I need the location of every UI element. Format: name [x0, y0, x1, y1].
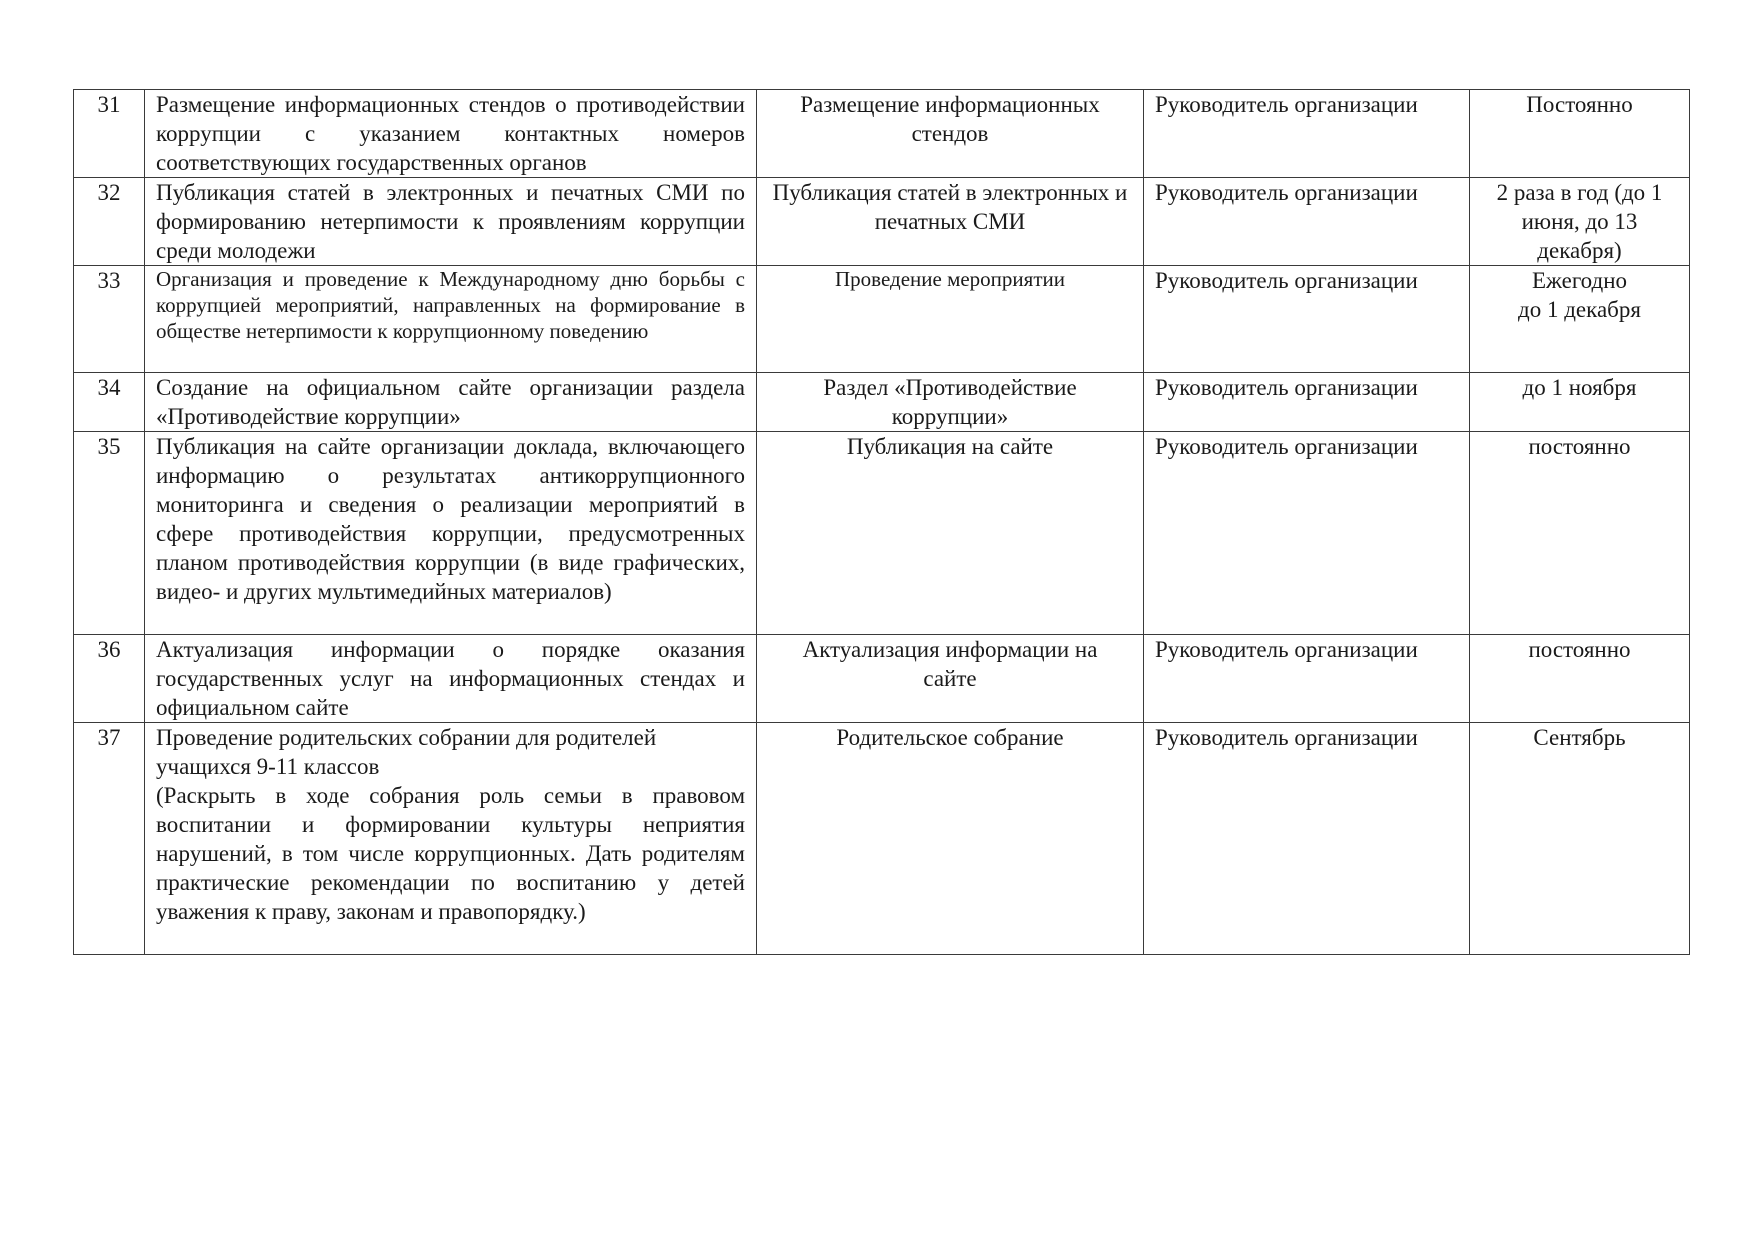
row-number: 32 [74, 178, 145, 266]
responsible-cell: Руководитель организации [1144, 635, 1470, 723]
activity-cell: Организация и проведение к Международному дню борьбы с коррупцией мероприятий, направленных на формирование в обществе нетерпимости к коррупционному поведению [145, 266, 757, 373]
result-cell: Родительское собрание [757, 723, 1144, 955]
deadline-line-2: до 1 декабря [1518, 297, 1641, 322]
activity-cell: Размещение информационных стендов о противодействии коррупции с указанием контактных номеров соответствующих государственных органов [145, 90, 757, 178]
result-cell: Публикация на сайте [757, 432, 1144, 635]
table-row [74, 432, 1690, 635]
deadline-cell: Постоянно [1470, 90, 1690, 178]
deadline-cell: постоянно [1470, 635, 1690, 723]
row-number: 36 [74, 635, 145, 723]
table-row [74, 373, 1690, 432]
activity-line-1: Проведение родительских собрании для родителей учащихся 9-11 классов [156, 725, 657, 779]
responsible-cell: Руководитель организации [1144, 90, 1470, 178]
activity-cell: Публикация статей в электронных и печатных СМИ по формированию нетерпимости к проявлениям коррупции среди молодежи [145, 178, 757, 266]
result-cell: Раздел «Противодействие коррупции» [757, 373, 1144, 432]
table-row [74, 723, 1690, 955]
responsible-cell: Руководитель организации [1144, 373, 1470, 432]
row-number: 35 [74, 432, 145, 635]
activity-line-2: (Раскрыть в ходе собрания роль семьи в правовом воспитании и формировании культуры неприятия нарушений, в том числе коррупционных. Дать родителям практические рекомендации по воспитанию у детей уважения к праву, законам и правопорядку.) [156, 783, 745, 924]
responsible-cell: Руководитель организации [1144, 178, 1470, 266]
table-row [74, 635, 1690, 723]
table-row [74, 90, 1690, 178]
deadline-cell: Сентябрь [1470, 723, 1690, 955]
table-row [74, 178, 1690, 266]
deadline-cell: постоянно [1470, 432, 1690, 635]
measures-table [73, 89, 1690, 955]
deadline-line-1: Ежегодно [1531, 268, 1628, 293]
activity-cell: Создание на официальном сайте организации раздела «Противодействие коррупции» [145, 373, 757, 432]
activity-cell: Актуализация информации о порядке оказания государственных услуг на информационных стендах и официальном сайте [145, 635, 757, 723]
responsible-cell: Руководитель организации [1144, 723, 1470, 955]
row-number: 37 [74, 723, 145, 955]
result-cell: Публикация статей в электронных и печатных СМИ [757, 178, 1144, 266]
activity-cell: Публикация на сайте организации доклада, включающего информацию о результатах антикоррупционного мониторинга и сведения о реализации мероприятий в сфере противодействия коррупции, предусмотренных планом противодействия коррупции (в виде графических, видео- и других мультимедийных материалов) [145, 432, 757, 635]
deadline-cell [1470, 266, 1690, 373]
result-cell: Актуализация информации на сайте [757, 635, 1144, 723]
row-number: 31 [74, 90, 145, 178]
responsible-cell: Руководитель организации [1144, 432, 1470, 635]
result-cell: Проведение мероприятии [757, 266, 1144, 373]
table-row [74, 266, 1690, 373]
row-number: 33 [74, 266, 145, 373]
result-cell: Размещение информационных стендов [757, 90, 1144, 178]
responsible-cell: Руководитель организации [1144, 266, 1470, 373]
activity-cell [145, 723, 757, 955]
deadline-cell: 2 раза в год (до 1 июня, до 13 декабря) [1470, 178, 1690, 266]
row-number: 34 [74, 373, 145, 432]
deadline-cell: до 1 ноября [1470, 373, 1690, 432]
